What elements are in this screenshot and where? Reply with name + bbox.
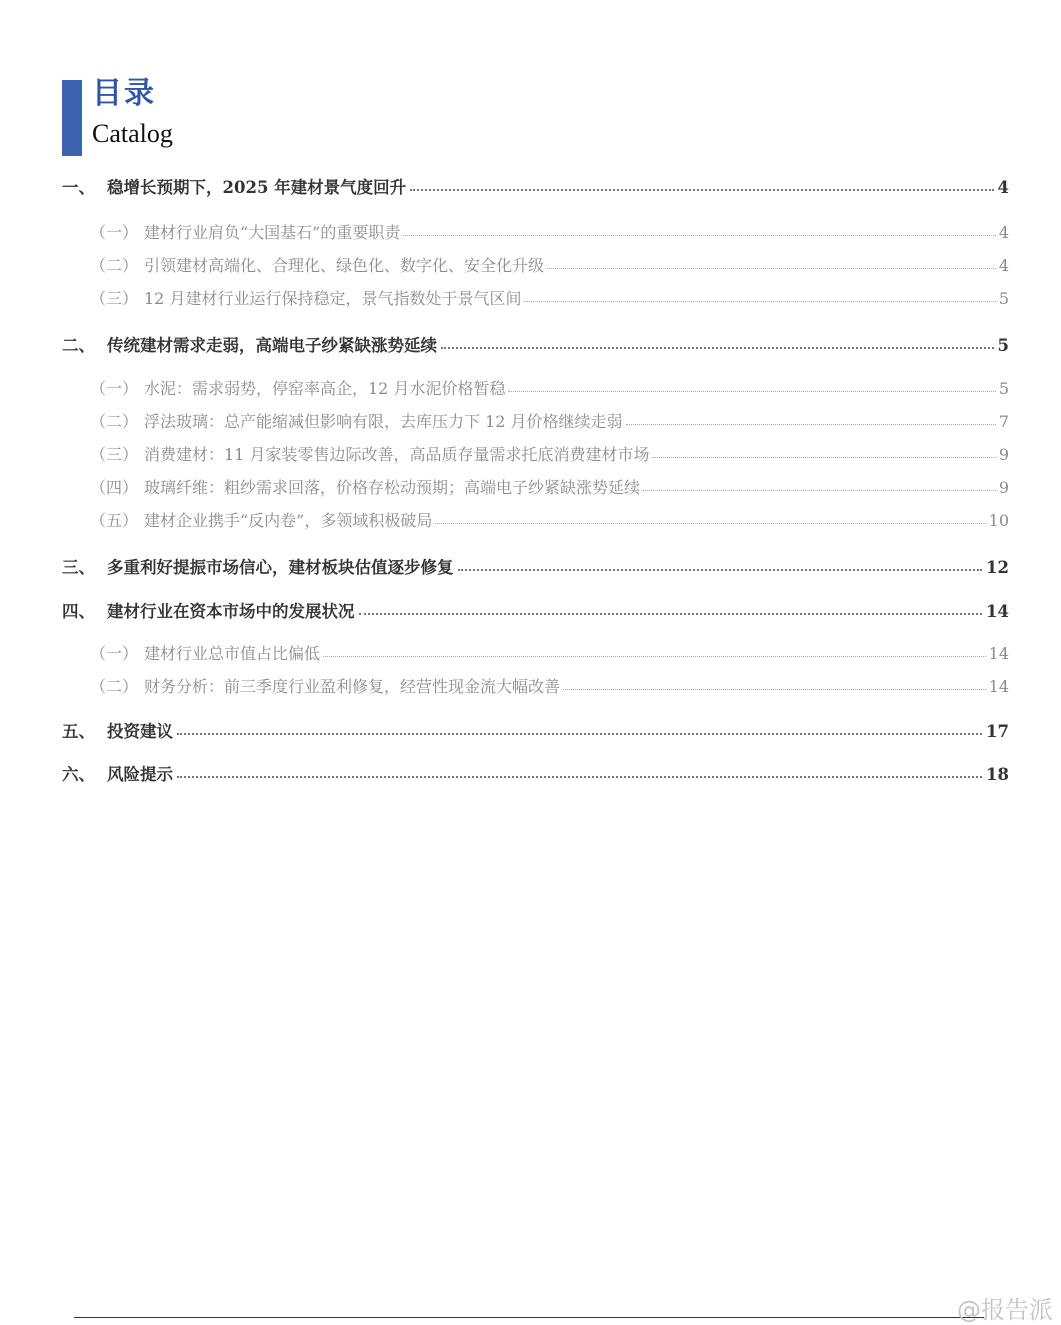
toc-entry-title: 引领建材高端化、合理化、绿色化、数字化、安全化升级 [144,256,545,275]
toc-entry-number: 二、 [62,336,95,355]
toc-page-number: 9 [998,478,1009,497]
toc-entry-title: 多重利好提振市场信心，建材板块估值逐步修复 [107,558,454,577]
toc-page-number: 5 [998,289,1009,308]
toc-page-number: 4 [997,178,1009,197]
toc-page-number: 14 [988,677,1009,696]
toc-dot-leader [403,231,995,236]
toc-dot-leader [323,652,986,657]
toc-page-number: 5 [998,379,1009,398]
toc-section-entry[interactable] [62,253,1009,283]
toc-section-entry[interactable] [62,286,1009,316]
catalog-title-cn: 目录 [92,76,156,111]
watermark: @报告派 [957,1296,1053,1324]
toc-entry-number: （三） [90,445,139,464]
toc-entry-number: （一） [90,379,139,398]
toc-page-number: 18 [986,765,1009,784]
toc-section-entry[interactable] [62,508,1009,538]
toc-entry-number: （一） [90,644,139,663]
toc-section-entry[interactable] [62,641,1009,671]
toc-dot-leader [563,685,986,690]
toc-entry-title: 玻璃纤维：粗纱需求回落，价格存松动预期；高端电子纱紧缺涨势延续 [144,478,641,497]
toc-dot-leader [626,420,996,425]
toc-entry-title: 消费建材：11 月家装零售边际改善，高品质存量需求托底消费建材市场 [144,445,650,464]
toc-entry-number: （五） [90,511,139,530]
toc-chapter-entry[interactable] [62,332,1009,362]
toc-chapter-entry[interactable] [62,174,1009,204]
toc-section-entry[interactable] [62,674,1009,704]
toc-page-number: 12 [986,558,1009,577]
toc-entry-title: 建材行业肩负“大国基石”的重要职责 [144,223,401,242]
toc-entry-number: 一、 [62,178,95,197]
footer-divider [74,1317,984,1318]
toc-entry-title: 水泥：需求弱势，停窑率高企，12 月水泥价格暂稳 [144,379,506,398]
toc-dot-leader [652,453,995,458]
catalog-title-en: Catalog [92,119,173,148]
toc-dot-leader [524,297,995,302]
toc-dot-leader [547,264,996,269]
toc-entry-title: 12 月建材行业运行保持稳定，景气指数处于景气区间 [144,289,522,308]
toc-section-entry[interactable] [62,376,1009,406]
toc-chapter-entry[interactable] [62,718,1009,748]
toc-page-number: 17 [986,722,1009,741]
toc-entry-number: （四） [90,478,139,497]
toc-entry-number: 四、 [62,602,95,621]
toc-entry-number: 五、 [62,722,95,741]
toc-entry-number: 六、 [62,765,95,784]
toc-dot-leader [508,387,995,392]
toc-page-number: 14 [986,602,1009,621]
toc-page-number: 5 [997,336,1009,355]
toc-entry-number: 三、 [62,558,95,577]
toc-section-entry[interactable] [62,442,1009,472]
header-accent-bar [62,80,82,156]
toc-entry-title: 投资建议 [107,722,173,741]
toc-entry-title: 建材行业在资本市场中的发展状况 [107,602,355,621]
toc-section-entry[interactable] [62,220,1009,250]
toc-dot-leader [177,729,982,735]
toc-entry-title: 浮法玻璃：总产能缩减但影响有限，去库压力下 12 月价格继续走弱 [144,412,623,431]
toc-entry-number: （一） [90,223,139,242]
toc-entry-number: （二） [90,256,139,275]
toc-dot-leader [643,486,996,491]
toc-entry-number: （三） [90,289,139,308]
toc-page-number: 14 [988,644,1009,663]
toc-dot-leader [435,519,985,524]
toc-entry-title: 建材行业总市值占比偏低 [144,644,321,663]
toc-dot-leader [177,772,982,778]
toc-dot-leader [410,185,993,191]
toc-dot-leader [441,343,994,349]
toc-section-entry[interactable] [62,409,1009,439]
toc-entry-title: 稳增长预期下，2025 年建材景气度回升 [107,178,407,197]
toc-entry-title: 建材企业携手“反内卷”，多领域积极破局 [144,511,433,530]
toc-entry-title: 传统建材需求走弱，高端电子纱紧缺涨势延续 [107,336,437,355]
toc-dot-leader [359,609,983,615]
toc-chapter-entry[interactable] [62,598,1009,628]
toc-chapter-entry[interactable] [62,761,1009,791]
toc-page-number: 4 [998,223,1009,242]
toc-page-number: 10 [988,511,1009,530]
toc-entry-number: （二） [90,412,139,431]
toc-page-number: 9 [998,445,1009,464]
toc-entry-title: 风险提示 [107,765,173,784]
toc-chapter-entry[interactable] [62,554,1009,584]
toc-page-number: 4 [998,256,1009,275]
toc-entry-number: （二） [90,677,139,696]
toc-entry-title: 财务分析：前三季度行业盈利修复，经营性现金流大幅改善 [144,677,561,696]
toc-dot-leader [458,565,983,571]
toc-page-number: 7 [998,412,1009,431]
toc-section-entry[interactable] [62,475,1009,505]
